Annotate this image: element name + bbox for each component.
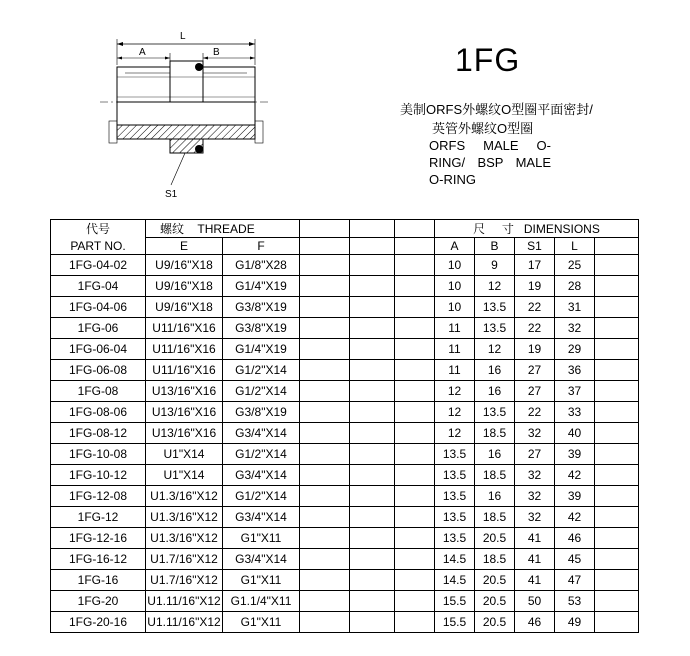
cell-dim-A: 10: [435, 297, 475, 318]
cell-thread-F: G3/4"X14: [223, 423, 300, 444]
spec-table: [50, 219, 639, 633]
header-col-E: E: [146, 238, 223, 255]
cell-dim-B: 20.5: [475, 570, 515, 591]
cell-blank: [595, 528, 639, 549]
cell-thread-F: G1"X11: [223, 612, 300, 633]
cell-dim-L: 36: [555, 360, 595, 381]
cell-blank: [595, 255, 639, 276]
header-col-B: B: [475, 238, 515, 255]
cell-thread-E: U9/16"X18: [146, 255, 223, 276]
cell-part-no: 1FG-10-12: [51, 465, 146, 486]
cell-thread-F: G3/8"X19: [223, 297, 300, 318]
cell-dim-A: 14.5: [435, 570, 475, 591]
cell-blank: [350, 255, 395, 276]
cell-dim-A: 13.5: [435, 486, 475, 507]
cell-blank: [395, 402, 435, 423]
cell-blank: [595, 402, 639, 423]
table-row: [51, 549, 639, 570]
header-dim-cn2: 寸: [501, 222, 514, 236]
header-blank-1: [300, 220, 350, 238]
table-row: [51, 507, 639, 528]
cell-dim-L: 46: [555, 528, 595, 549]
cell-blank: [595, 444, 639, 465]
cell-blank: [300, 339, 350, 360]
cell-blank: [595, 549, 639, 570]
cell-dim-A: 15.5: [435, 591, 475, 612]
table-row: [51, 486, 639, 507]
cell-dim-S1: 41: [515, 570, 555, 591]
cell-blank: [595, 423, 639, 444]
cell-thread-F: G1/2"X14: [223, 486, 300, 507]
cell-dim-S1: 27: [515, 360, 555, 381]
cell-thread-F: G1/4"X19: [223, 276, 300, 297]
cell-dim-B: 20.5: [475, 612, 515, 633]
cell-blank: [300, 297, 350, 318]
cell-part-no: 1FG-06: [51, 318, 146, 339]
cell-dim-S1: 27: [515, 381, 555, 402]
cell-dim-S1: 46: [515, 612, 555, 633]
cell-dim-S1: 32: [515, 507, 555, 528]
cell-blank: [300, 507, 350, 528]
cell-dim-S1: 50: [515, 591, 555, 612]
cell-dim-A: 11: [435, 318, 475, 339]
cell-dim-B: 18.5: [475, 423, 515, 444]
table-row: [51, 297, 639, 318]
cell-dim-S1: 41: [515, 549, 555, 570]
dim-A-label: A: [139, 47, 146, 58]
cell-part-no: 1FG-20-16: [51, 612, 146, 633]
cell-blank: [395, 507, 435, 528]
cell-blank: [595, 570, 639, 591]
cell-thread-E: U1"X14: [146, 465, 223, 486]
cell-part-no: 1FG-06-04: [51, 339, 146, 360]
cell-thread-E: U13/16"X16: [146, 381, 223, 402]
cell-blank: [350, 444, 395, 465]
cell-dim-S1: 27: [515, 444, 555, 465]
cell-dim-L: 28: [555, 276, 595, 297]
cell-blank: [595, 591, 639, 612]
cell-blank: [395, 570, 435, 591]
cell-blank: [300, 255, 350, 276]
cell-dim-B: 16: [475, 381, 515, 402]
cell-blank: [395, 339, 435, 360]
cell-thread-E: U1.11/16"X12: [146, 612, 223, 633]
cell-dim-B: 18.5: [475, 507, 515, 528]
cell-dim-A: 13.5: [435, 465, 475, 486]
header-dim-cn1: 尺: [473, 222, 486, 236]
table-row: [51, 465, 639, 486]
cell-blank: [395, 444, 435, 465]
header-blank-7: [595, 238, 639, 255]
header-col-F: F: [223, 238, 300, 255]
cell-blank: [300, 444, 350, 465]
cell-blank: [300, 570, 350, 591]
cell-blank: [395, 486, 435, 507]
cell-dim-A: 12: [435, 423, 475, 444]
label-S1: S1: [165, 189, 178, 200]
cell-part-no: 1FG-12-08: [51, 486, 146, 507]
dim-B-label: B: [213, 47, 220, 58]
table-row: [51, 276, 639, 297]
cell-dim-A: 15.5: [435, 612, 475, 633]
cell-dim-S1: 22: [515, 402, 555, 423]
cell-dim-B: 20.5: [475, 591, 515, 612]
cell-thread-F: G3/8"X19: [223, 318, 300, 339]
cell-dim-B: 16: [475, 486, 515, 507]
cell-dim-B: 16: [475, 444, 515, 465]
cell-blank: [595, 318, 639, 339]
cell-blank: [350, 549, 395, 570]
cell-blank: [395, 255, 435, 276]
description-cn-line1: 美制ORFS外螺纹O型圈平面密封/: [400, 102, 593, 117]
cell-thread-E: U11/16"X16: [146, 339, 223, 360]
cell-blank: [350, 360, 395, 381]
cell-dim-S1: 22: [515, 318, 555, 339]
cell-thread-E: U1.11/16"X12: [146, 591, 223, 612]
cell-dim-B: 18.5: [475, 549, 515, 570]
header-dimensions: [435, 220, 639, 238]
cell-thread-F: G1"X11: [223, 528, 300, 549]
cell-thread-F: G1/2"X14: [223, 360, 300, 381]
cell-blank: [350, 297, 395, 318]
cell-dim-L: 37: [555, 381, 595, 402]
header-blank-5: [350, 238, 395, 255]
cell-blank: [350, 318, 395, 339]
cell-blank: [300, 528, 350, 549]
cell-thread-E: U11/16"X16: [146, 360, 223, 381]
cell-blank: [595, 276, 639, 297]
cell-dim-B: 13.5: [475, 297, 515, 318]
cell-blank: [300, 612, 350, 633]
cell-thread-E: U1.7/16"X12: [146, 570, 223, 591]
description-en: ORFS MALE O-RING/ BSP MALE O-RING: [429, 138, 551, 187]
cell-dim-L: 33: [555, 402, 595, 423]
cell-dim-S1: 32: [515, 486, 555, 507]
cell-part-no: 1FG-04: [51, 276, 146, 297]
cell-dim-A: 10: [435, 276, 475, 297]
cell-dim-L: 47: [555, 570, 595, 591]
cell-blank: [350, 591, 395, 612]
cell-dim-S1: 22: [515, 297, 555, 318]
cell-dim-A: 11: [435, 339, 475, 360]
header-row-2: [51, 238, 639, 255]
cell-dim-S1: 17: [515, 255, 555, 276]
cell-dim-A: 10: [435, 255, 475, 276]
cell-blank: [350, 423, 395, 444]
table-row: [51, 612, 639, 633]
cell-blank: [395, 276, 435, 297]
table-row: [51, 381, 639, 402]
cell-blank: [350, 528, 395, 549]
cell-thread-E: U1.3/16"X12: [146, 507, 223, 528]
header-col-S1: S1: [515, 238, 555, 255]
header-thread-en: THREADE: [197, 222, 255, 236]
cell-dim-B: 12: [475, 276, 515, 297]
cell-blank: [300, 381, 350, 402]
table-row: [51, 339, 639, 360]
cell-dim-B: 13.5: [475, 402, 515, 423]
cell-dim-L: 39: [555, 444, 595, 465]
cell-thread-F: G3/4"X14: [223, 507, 300, 528]
cell-dim-L: 31: [555, 297, 595, 318]
header-blank-6: [395, 238, 435, 255]
cell-blank: [395, 423, 435, 444]
cell-thread-F: G3/8"X19: [223, 402, 300, 423]
cell-blank: [395, 465, 435, 486]
header-blank-4: [300, 238, 350, 255]
cell-blank: [395, 381, 435, 402]
cell-dim-A: 13.5: [435, 444, 475, 465]
cell-blank: [350, 381, 395, 402]
header-blank-2: [350, 220, 395, 238]
cell-dim-L: 25: [555, 255, 595, 276]
cell-dim-A: 12: [435, 381, 475, 402]
cell-thread-F: G1/2"X14: [223, 381, 300, 402]
cell-dim-S1: 32: [515, 423, 555, 444]
cell-blank: [300, 423, 350, 444]
cell-blank: [300, 402, 350, 423]
cell-blank: [395, 528, 435, 549]
cell-dim-L: 40: [555, 423, 595, 444]
cell-blank: [595, 486, 639, 507]
cell-part-no: 1FG-08-06: [51, 402, 146, 423]
header-thread: [146, 220, 300, 238]
cell-blank: [395, 360, 435, 381]
cell-blank: [300, 591, 350, 612]
table-row: [51, 423, 639, 444]
cell-blank: [395, 612, 435, 633]
header-row-1: [51, 220, 639, 238]
cell-dim-S1: 32: [515, 465, 555, 486]
cell-thread-F: G1/8"X28: [223, 255, 300, 276]
cell-dim-L: 32: [555, 318, 595, 339]
cell-blank: [595, 465, 639, 486]
cell-blank: [350, 276, 395, 297]
cell-part-no: 1FG-20: [51, 591, 146, 612]
cell-dim-B: 9: [475, 255, 515, 276]
cell-blank: [350, 339, 395, 360]
header-col-L: L: [555, 238, 595, 255]
header-code-cn: 代号: [51, 220, 146, 238]
cell-dim-B: 13.5: [475, 318, 515, 339]
cell-part-no: 1FG-08-12: [51, 423, 146, 444]
description-cn-line2: 英管外螺纹O型圈: [432, 121, 534, 136]
cell-dim-S1: 41: [515, 528, 555, 549]
cell-blank: [395, 591, 435, 612]
fitting-drawing: [95, 25, 275, 200]
cell-part-no: 1FG-04-06: [51, 297, 146, 318]
cell-part-no: 1FG-16: [51, 570, 146, 591]
cell-thread-E: U13/16"X16: [146, 402, 223, 423]
dim-L-label: L: [180, 31, 186, 42]
header-dim-en: DIMENSIONS: [523, 222, 600, 236]
cell-blank: [595, 381, 639, 402]
cell-blank: [350, 570, 395, 591]
cell-dim-A: 11: [435, 360, 475, 381]
cell-dim-B: 18.5: [475, 465, 515, 486]
header-thread-cn: 螺纹: [160, 222, 185, 236]
cell-dim-L: 39: [555, 486, 595, 507]
cell-dim-L: 29: [555, 339, 595, 360]
cell-dim-L: 49: [555, 612, 595, 633]
cell-thread-E: U1.3/16"X12: [146, 528, 223, 549]
cell-part-no: 1FG-08: [51, 381, 146, 402]
cell-thread-E: U1.7/16"X12: [146, 549, 223, 570]
cell-blank: [350, 486, 395, 507]
cell-blank: [300, 465, 350, 486]
cell-thread-F: G3/4"X14: [223, 549, 300, 570]
cell-thread-E: U1"X14: [146, 444, 223, 465]
cell-blank: [300, 360, 350, 381]
cell-part-no: 1FG-10-08: [51, 444, 146, 465]
cell-blank: [595, 339, 639, 360]
cell-dim-A: 14.5: [435, 549, 475, 570]
product-title: 1FG: [455, 42, 521, 78]
cell-part-no: 1FG-16-12: [51, 549, 146, 570]
cell-thread-F: G1"X11: [223, 570, 300, 591]
cell-thread-E: U9/16"X18: [146, 297, 223, 318]
cell-part-no: 1FG-04-02: [51, 255, 146, 276]
cell-dim-A: 13.5: [435, 528, 475, 549]
table-row: [51, 444, 639, 465]
cell-dim-A: 12: [435, 402, 475, 423]
cell-blank: [595, 297, 639, 318]
cell-blank: [350, 612, 395, 633]
cell-dim-S1: 19: [515, 339, 555, 360]
cell-blank: [395, 318, 435, 339]
cell-part-no: 1FG-06-08: [51, 360, 146, 381]
cell-blank: [300, 276, 350, 297]
cell-blank: [395, 549, 435, 570]
cell-thread-F: G1/4"X19: [223, 339, 300, 360]
cell-dim-L: 42: [555, 465, 595, 486]
cell-part-no: 1FG-12: [51, 507, 146, 528]
table-row: [51, 318, 639, 339]
cell-blank: [595, 360, 639, 381]
cell-thread-F: G3/4"X14: [223, 465, 300, 486]
table-row: [51, 360, 639, 381]
cell-dim-L: 42: [555, 507, 595, 528]
cell-blank: [595, 612, 639, 633]
cell-thread-F: G1.1/4"X11: [223, 591, 300, 612]
cell-thread-E: U13/16"X16: [146, 423, 223, 444]
cell-dim-B: 12: [475, 339, 515, 360]
cell-dim-S1: 19: [515, 276, 555, 297]
cell-dim-L: 53: [555, 591, 595, 612]
table-row: [51, 402, 639, 423]
cell-blank: [300, 549, 350, 570]
cell-blank: [300, 486, 350, 507]
header-code-en: PART NO.: [51, 238, 146, 255]
table-row: [51, 591, 639, 612]
cell-blank: [395, 297, 435, 318]
table-row: [51, 528, 639, 549]
cell-part-no: 1FG-12-16: [51, 528, 146, 549]
cell-blank: [350, 402, 395, 423]
cell-blank: [350, 465, 395, 486]
table-row: [51, 570, 639, 591]
header-blank-3: [395, 220, 435, 238]
header-col-A: A: [435, 238, 475, 255]
cell-blank: [300, 318, 350, 339]
cell-dim-B: 16: [475, 360, 515, 381]
cell-thread-E: U11/16"X16: [146, 318, 223, 339]
cell-thread-E: U1.3/16"X12: [146, 486, 223, 507]
cell-dim-L: 45: [555, 549, 595, 570]
table-row: [51, 255, 639, 276]
cell-thread-F: G1/2"X14: [223, 444, 300, 465]
cell-blank: [350, 507, 395, 528]
cell-dim-B: 20.5: [475, 528, 515, 549]
cell-dim-A: 13.5: [435, 507, 475, 528]
cell-thread-E: U9/16"X18: [146, 276, 223, 297]
cell-blank: [595, 507, 639, 528]
